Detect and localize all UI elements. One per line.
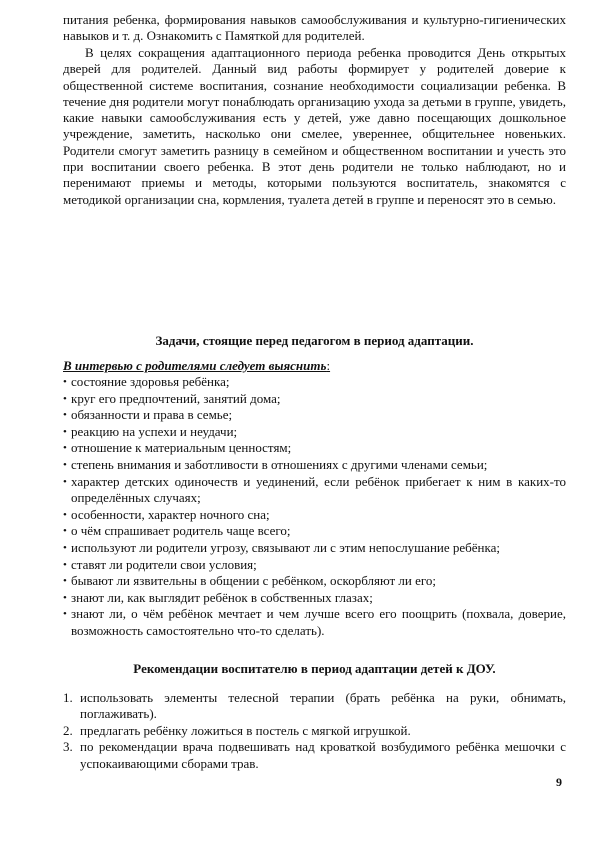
list-item: • обязанности и права в семье; (63, 407, 566, 424)
list-item: • бывают ли язвительны в общении с ребёнком, оскорбляют ли его; (63, 573, 566, 590)
numbered-item (63, 690, 566, 723)
list-item: • используют ли родители угрозу, связывают ли с этим непослушание ребёнка; (63, 540, 566, 557)
item-number: 3. (63, 739, 73, 755)
recommendations-list (63, 690, 566, 772)
list-item: • знают ли, как выглядит ребёнок в собственных глазах; (63, 590, 566, 607)
list-item: • о чём спрашивает родитель чаще всего; (63, 523, 566, 540)
page-number: 9 (556, 775, 562, 789)
section-heading-tasks: Задачи, стоящие перед педагогом в период адаптации. (155, 333, 474, 348)
list-item: • реакцию на успехи и неудачи; (63, 424, 566, 441)
list-item: • знают ли, о чём ребёнок мечтает и чем лучше всего его поощрить (похвала, доверие, возможность самостоятельно что-то сделать). (63, 606, 566, 639)
list-item: • отношение к материальным ценностям; (63, 440, 566, 457)
item-number: 1. (63, 690, 73, 705)
list-item: • степень внимания и заботливости в отношениях с другими членами семьи; (63, 457, 566, 474)
list-item: • круг его предпочтений, занятий дома; (63, 391, 566, 408)
numbered-item (63, 723, 566, 739)
interview-intro-text: В интервью с родителями следует выяснить (63, 358, 327, 373)
numbered-item (63, 739, 566, 772)
paragraph-open-day: В целях сокращения адаптационного периода ребенка проводится День открытых дверей для родителей. Данный вид работы формирует у родителей доверие к общественной системе воспитания, сознание необходимости социализации ребенка. В течение дня родители могут понаблюдать организацию ухода за детьми в группе, увидеть, какие навыки самообслуживания есть у детей, уже давно посещающих дошкольное учреждение, заметить, насколько они смелее, увереннее, общительнее новеньких. Родители смогут заметить разницу в семейном и общественном воспитании и учесть это при воспитании своего ребенка. В этот день родители не только наблюдают, но и перенимают приемы и методы, которыми пользуются воспитатель, знакомятся с методикой организации сна, кормления, туалета детей в группе и переносят это в семью. (63, 45, 566, 207)
section-heading-recommendations: Рекомендации воспитателю в период адаптации детей к ДОУ. (133, 661, 496, 676)
interview-intro (63, 358, 330, 374)
paragraph-continuation: питания ребенка, формирования навыков самообслуживания и культурно-гигиенических навыков и т. д. Ознакомить с Памяткой для родителей. (63, 12, 566, 44)
list-item: • особенности, характер ночного сна; (63, 507, 566, 524)
interview-bullet-list (63, 374, 566, 640)
item-text: использовать элементы телесной терапии (брать ребёнка на руки, обнимать, поглаживать). (80, 690, 566, 722)
interview-intro-colon: : (326, 358, 331, 373)
list-item: • ставят ли родители свои условия; (63, 557, 566, 574)
list-item: • состояние здоровья ребёнка; (63, 374, 566, 391)
item-number: 2. (63, 722, 73, 738)
item-text: по рекомендации врача подвешивать над кроваткой возбудимого ребёнка мешочки с успокаивающими сборами трав. (80, 739, 566, 771)
item-text: предлагать ребёнку ложиться в постель с мягкой игрушкой. (80, 722, 411, 738)
list-item: • характер детских одиночеств и уединений, если ребёнок прибегает к ним в каких-то определённых случаях; (63, 474, 566, 507)
